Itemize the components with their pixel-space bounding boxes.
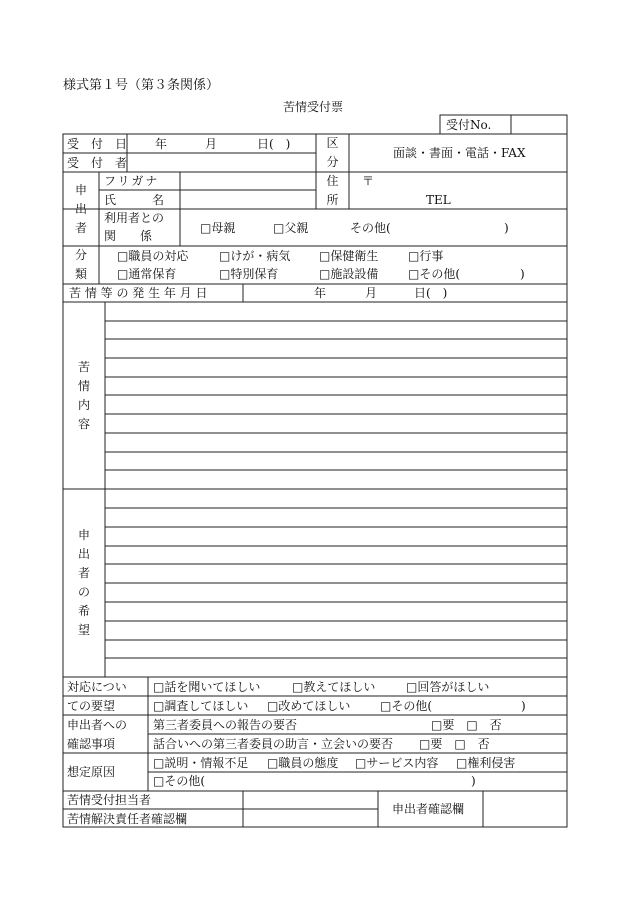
cause-other[interactable]: □その他(	[153, 774, 206, 788]
confirm-advice-text: 話合いへの第三者委員の助言・立会いの要否	[153, 737, 394, 751]
resp-teach[interactable]: □教えてほしい	[292, 680, 376, 694]
applicant-confirm-label: 申出者確認欄	[392, 802, 465, 816]
relation-label-2: 関 係	[104, 229, 153, 243]
response-label-1: 対応につい	[67, 680, 127, 694]
relation-other[interactable]: その他(	[350, 221, 391, 235]
reception-month: 月	[205, 137, 218, 151]
class-regular-care[interactable]: □通常保育	[117, 267, 177, 281]
cause-service[interactable]: □サービス内容	[355, 756, 439, 770]
classification-label: 分 類	[74, 248, 87, 281]
applicant-label: 申 出 者	[74, 182, 87, 235]
form-title: 苦情受付票	[283, 100, 344, 114]
class-injury[interactable]: □けが・病気	[219, 249, 291, 263]
response-label-2: ての要望	[67, 699, 116, 713]
class-other[interactable]: □その他( )	[408, 267, 525, 281]
confirm-report-yesno[interactable]: □要 □ 否	[431, 718, 502, 732]
class-event[interactable]: □行事	[408, 249, 444, 263]
receiver-label: 受 付 者	[67, 156, 128, 170]
father-checkbox[interactable]: □父親	[273, 221, 309, 235]
cause-other-close: )	[471, 774, 476, 788]
relation-other-close: )	[504, 221, 509, 235]
confirm-label-2: 確認事項	[67, 737, 116, 751]
cause-label: 想定原因	[67, 765, 116, 779]
class-facility[interactable]: □施設設備	[319, 267, 379, 281]
category-label: 区 分	[326, 136, 339, 169]
class-hygiene[interactable]: □保健衛生	[319, 249, 379, 263]
applicant-wish-label: 申 出 者 の 希 望	[77, 528, 90, 637]
receipt-no-label: 受付No.	[446, 118, 492, 132]
resp-other[interactable]: □その他(	[380, 699, 433, 713]
occurrence-date-label: 苦 情 等 の 発 生 年 月 日	[69, 286, 208, 300]
occurrence-year: 年	[314, 286, 327, 300]
postal-mark: 〒	[362, 174, 375, 188]
contact-method: 面談・書面・電話・FAX	[393, 146, 526, 160]
reception-year: 年	[155, 137, 168, 151]
confirm-report-text: 第三者委員への報告の要否	[153, 718, 298, 732]
class-staff-response[interactable]: □職員の対応	[117, 249, 189, 263]
relation-label-1: 利用者との	[104, 211, 165, 225]
reception-day: 日( )	[257, 137, 291, 151]
class-special-care[interactable]: □特別保育	[219, 267, 279, 281]
mother-checkbox[interactable]: □母親	[200, 221, 236, 235]
tel-label: TEL	[426, 193, 451, 207]
name-label: 氏 名	[104, 193, 165, 207]
resolver-label: 苦情解決責任者確認欄	[67, 812, 188, 826]
occurrence-day: 日( )	[414, 286, 448, 300]
resp-investigate[interactable]: □調査してほしい	[153, 699, 249, 713]
resp-answer[interactable]: □回答がほしい	[406, 680, 490, 694]
address-label: 住 所	[326, 173, 339, 207]
resp-improve[interactable]: □改めてほしい	[267, 699, 351, 713]
furigana-label: フリガナ	[104, 174, 160, 188]
resp-other-close: )	[521, 699, 526, 713]
cause-rights[interactable]: □権利侵害	[456, 756, 516, 770]
confirm-label-1: 申出者への	[67, 718, 128, 732]
reception-date-label: 受 付 日	[67, 137, 128, 151]
handler-label: 苦情受付担当者	[67, 793, 152, 807]
occurrence-month: 月	[365, 286, 378, 300]
complaint-content-label: 苦 情 内 容	[77, 359, 90, 431]
form-number: 様式第１号（第３条関係）	[63, 78, 220, 93]
resp-listen[interactable]: □話を聞いてほしい	[153, 680, 261, 694]
confirm-advice-yesno[interactable]: □要 □ 否	[419, 737, 490, 751]
cause-info[interactable]: □説明・情報不足	[153, 756, 249, 770]
cause-attitude[interactable]: □職員の態度	[267, 756, 339, 770]
